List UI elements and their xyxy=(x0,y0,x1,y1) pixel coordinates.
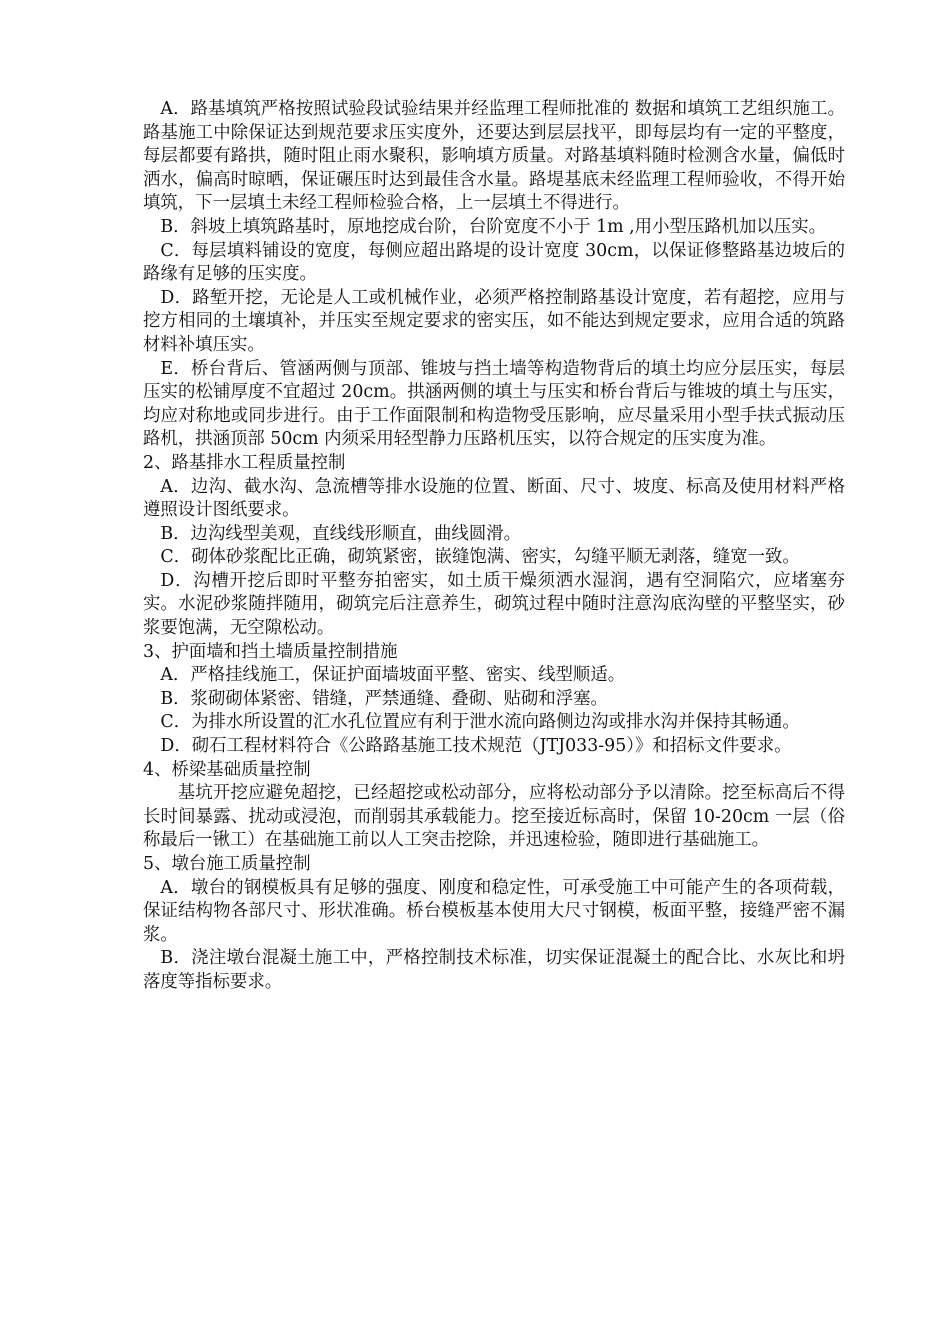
paragraph-drainage-d: D．沟槽开挖后即时平整夯拍密实，如土质干燥须洒水湿润，遇有空洞陷穴，应堵塞夯实。水泥砂浆随拌随用，砌筑完后注意养生，砌筑过程中随时注意沟底沟壁的平整坚实，砂浆要饱满，无空隙松动。 xyxy=(143,570,845,639)
paragraph-foundation-pit: 基坑开挖应避免超挖，已经超挖或松动部分，应将松动部分予以清除。挖至标高后不得长时间暴露、扰动或浸泡，而削弱其承载能力。挖至接近标高时，保留 10-20cm 一层（俗称最后一锹工）在基础施工前以人工突击挖除，并迅速检验，随即进行基础施工。 xyxy=(143,783,845,851)
paragraph-wall-d: D．砌石工程材料符合《公路路基施工技术规范（JTJ033-95）》和招标文件要求。 xyxy=(160,736,792,757)
paragraph-c-layer-width: C．每层填料铺设的宽度，每侧应超出路堤的设计宽度 30cm，以保证修整路基边坡后的路缘有足够的压实度。 xyxy=(143,240,845,285)
paragraph-drainage-a: A．边沟、截水沟、急流槽等排水设施的位置、断面、尺寸、坡度、标高及使用材料严格遵照设计图纸要求。 xyxy=(143,476,845,521)
paragraph-pier-a: A．墩台的钢模板具有足够的强度、刚度和稳定性，可承受施工中可能产生的各项荷载，保证结构物各部尺寸、形状准确。桥台模板基本使用大尺寸钢模，板面平整，接缝严密不漏浆。 xyxy=(143,877,845,945)
paragraph-wall-b: B．浆砌砌体紧密、错缝，严禁通缝、叠砌、贴砌和浮塞。 xyxy=(160,688,608,709)
section-heading-pier-abutment: 5、墩台施工质量控制 xyxy=(143,854,311,874)
document-body xyxy=(143,98,845,995)
paragraph-a-embankment-fill: A．路基填筑严格按照试验段试验结果并经监理工程师批准的 数据和填筑工艺组织施工。路基施工中除保证达到规范要求压实度外，还要达到层层找平，即每层均有一定的平整度，每层都要有路拱，随时阻止雨水聚积，影响填方质量。对路基填料随时检测含水量，偏低时洒水，偏高时晾晒，保证碾压时达到最佳含水量。路堤基底未经监理工程师验收，不得开始填筑，下一层填土未经工程师检验合格，上一层填土不得进行。 xyxy=(143,99,845,214)
paragraph-drainage-b: B．边沟线型美观，直线线形顺直，曲线圆滑。 xyxy=(160,523,521,544)
paragraph-drainage-c: C．砌体砂浆配比正确，砌筑紧密，嵌缝饱满、密实，勾缝平顺无剥落，缝宽一致。 xyxy=(160,547,800,568)
paragraph-wall-a: A．严格挂线施工，保证护面墙坡面平整、密实、线型顺适。 xyxy=(160,665,626,686)
section-heading-bridge-foundation: 4、桥梁基础质量控制 xyxy=(143,759,311,780)
paragraph-d-cutting: D．路堑开挖，无论是人工或机械作业，必须严格控制路基设计宽度，若有超挖，应用与挖方相同的土壤填补，并压实至规定要求的密实压，如不能达到规定要求，应用合适的筑路材料补填压实。 xyxy=(143,287,845,355)
section-heading-drainage: 2、路基排水工程质量控制 xyxy=(143,452,346,473)
paragraph-wall-c: C．为排水所设置的汇水孔位置应有利于泄水流向路侧边沟或排水沟并保持其畅通。 xyxy=(160,712,800,733)
section-heading-retaining-wall: 3、护面墙和挡土墙质量控制措施 xyxy=(143,641,398,662)
paragraph-pier-b: B．浇注墩台混凝土施工中，严格控制技术标准，切实保证混凝土的配合比、水灰比和坍落度等指标要求。 xyxy=(143,948,845,992)
paragraph-e-backfill: E．桥台背后、管涵两侧与顶部、锥坡与挡土墙等构造物背后的填土均应分层压实，每层压实的松铺厚度不宜超过 20cm。拱涵两侧的填土与压实和桥台背后与锥坡的填土与压实，均应对称地或同步进行。由于工作面限制和构造物受压影响，应尽量采用小型手扶式振动压路机，拱涵顶部 50cm 内须采用轻型静力压路机压实，以符合规定的压实度为准。 xyxy=(143,358,845,450)
paragraph-b-slope-fill: B．斜坡上填筑路基时，原地挖成台阶，台阶宽度不小于 1m ,用小型压路机加以压实。 xyxy=(160,216,826,237)
